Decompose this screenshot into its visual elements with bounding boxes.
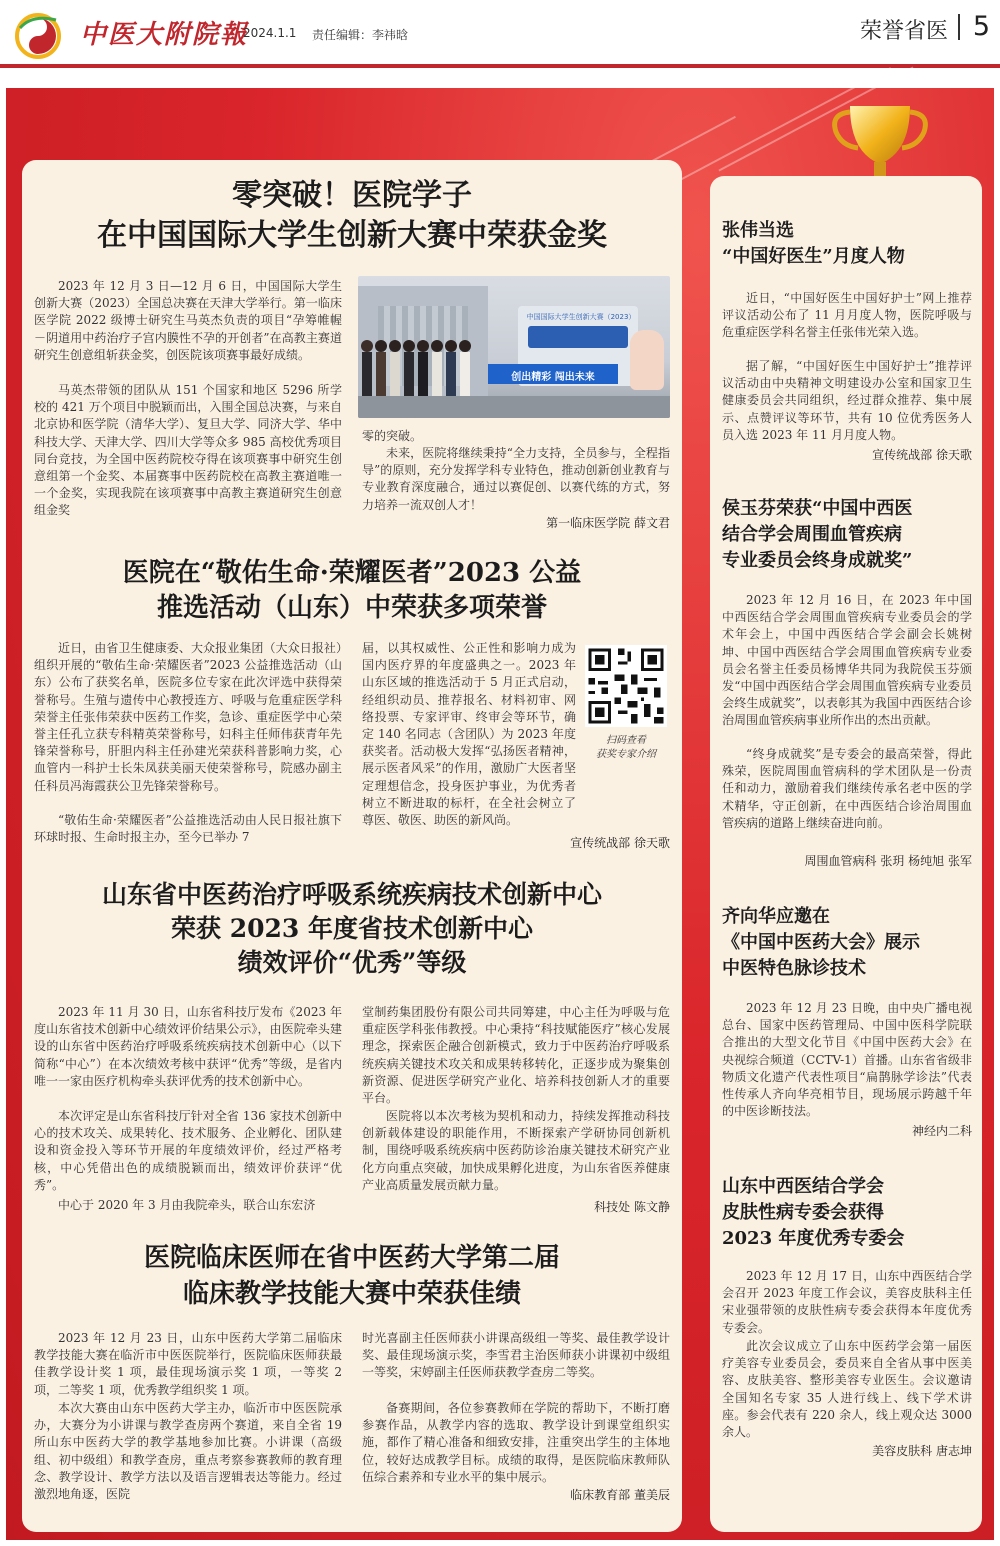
article4-headline bbox=[30, 1240, 674, 1312]
right2-byline: 周围血管病科 张玥 杨纯旭 张军 bbox=[804, 854, 972, 868]
article1-title-line1: 零突破！医院学子 bbox=[232, 178, 472, 213]
right2-headline bbox=[722, 496, 974, 574]
qr-code-icon[interactable] bbox=[585, 645, 667, 727]
page-header bbox=[0, 0, 1000, 62]
right1-byline: 宣传统战部 徐天歌 bbox=[872, 448, 972, 462]
article4-title-line1: 医院临床医师在省中医药大学第二届 bbox=[143, 1243, 560, 1273]
right2-title-line2: 结合学会周围血管疾病 bbox=[722, 524, 902, 545]
article3-title-line2: 荣获 2023 年度省技术创新中心 bbox=[171, 914, 533, 943]
right3-title-line1: 齐向华应邀在 bbox=[722, 906, 830, 927]
article1-byline: 第一临床医学院 薛文君 bbox=[546, 516, 670, 530]
right3-paragraph1: 2023 年 12 月 23 日晚，由中央广播电视总台、国家中医药管理局、中国中医科学院联合推出的大型文化节目《中国中医药大会》在央视综合频道（CCTV-1）首播。山东省省级非物质文化遗产代表性项目“扁鹊脉学诊法”代表性传承人齐向华亮相节目，现场展示跨越千年的中医诊断技法。 bbox=[722, 1001, 972, 1119]
right4-paragraph2: 此次会议成立了山东中医药学会第一届医疗美容专业委员会，委员来自全省从事中医美容、皮肤美容、整形美容专业医生。会议邀请全国知名专家 35 人进行线上、线下学术讲座。参会代表有 220 余人，线上观众达 3000 余人。 bbox=[722, 1339, 972, 1440]
page-number: 5 bbox=[972, 11, 990, 42]
qr-caption-line1: 扫码查看 bbox=[606, 735, 646, 746]
right4-title-line1: 山东中西医结合学会 bbox=[722, 1176, 884, 1197]
article4-byline: 临床教育部 董美辰 bbox=[570, 1488, 670, 1502]
photo-mascot bbox=[630, 330, 664, 390]
article2-headline bbox=[30, 556, 674, 626]
qr-caption bbox=[578, 734, 674, 762]
article1-headline bbox=[30, 176, 674, 256]
right3-title-line3: 中医特色脉诊技术 bbox=[722, 958, 866, 979]
article3-paragraph2: 本次评定是山东省科技厅针对全省 136 家技术创新中心的技术攻关、成果转化、技术服务、企业孵化、团队建设和资金投入等环节开展的年度绩效评价，经过严格考核，中心凭借出色的成绩脱颖而出，绩效评价获评“优秀”。 bbox=[34, 1109, 342, 1192]
article1-photo bbox=[358, 276, 670, 418]
article3-paragraph3: 中心于 2020 年 3 月由我院牵头，联合山东宏济 bbox=[58, 1198, 316, 1212]
photo-sign-text: 中国国际大学生创新大赛（2023） bbox=[526, 313, 636, 321]
newspaper-title: 中医大附院報 bbox=[80, 20, 249, 50]
article1-paragraph3: 零的突破。 bbox=[362, 429, 423, 443]
editor-credit: 责任编辑：李祎晗 bbox=[312, 28, 409, 42]
article4-paragraph1: 2023 年 12 月 23 日，山东中医药大学第二届临床教学技能大赛在临沂市中医医院举行，医院临床医师获最佳教学设计奖 1 项，最佳现场演示奖 1 项，一等奖 2 项，二等奖 1 项，优秀教学组织奖 1 项。 bbox=[34, 1331, 342, 1397]
article4-title-line2: 临床教学技能大赛中荣获佳绩 bbox=[182, 1279, 521, 1309]
right2-title-line1: 侯玉芬荣获“中国中西医 bbox=[722, 498, 913, 519]
hospital-logo-icon bbox=[12, 10, 74, 60]
right4-title-line3: 2023 年度优秀专委会 bbox=[722, 1228, 905, 1249]
photo-board-text: 创出精彩 闯出未来 bbox=[511, 372, 595, 383]
article2-paragraph2: “敬佑生命·荣耀医者”公益推选活动由人民日报社旗下环球时报、生命时报主办，至今已举办 7 bbox=[34, 813, 342, 845]
article3-title-line3: 绩效评价“优秀”等级 bbox=[237, 948, 467, 977]
article2-title-line2: 推选活动（山东）中荣获多项荣誉 bbox=[156, 593, 547, 623]
article4-paragraph2: 本次大赛由山东中医药大学主办，临沂市中医医院承办，大赛分为小讲课与教学查房两个赛道，来自全省 19 所山东中医药大学的教学基地参加比赛。小讲课（高级组、初中级组）和教学查房，重点考察参赛教师的教育理念、教学设计、教学方法以及语言逻辑表达等能力。经过激烈地角逐，医院 bbox=[34, 1401, 342, 1502]
issue-date: 2024.1.1 bbox=[243, 26, 297, 40]
article4-paragraph3: 时光喜副主任医师获小讲课高级组一等奖、最佳教学设计奖、最佳现场演示奖，李雪君主治医师获小讲课初中级组一等奖，宋婷副主任医师获教学查房二等奖。 bbox=[362, 1331, 670, 1380]
article1-title-line2: 在中国国际大学生创新大赛中荣获金奖 bbox=[97, 218, 607, 253]
article2-paragraph1: 近日，由省卫生健康委、大众报业集团（大众日报社）组织开展的“敬佑生命·荣耀医者”2023 公益推选活动（山东）公布了获奖名单，医院多位专家在此次评选中获得荣誉称号。生殖与遗传中心教授连方、呼吸与危重症医学科荣誉主任张伟荣获中医药工作奖，急诊、重症医学中心荣誉主任孔立获专科精英荣誉称号，妇科主任师伟获青年先锋荣誉称号，肝胆内科主任孙建光荣获科普影响力奖，心血管内一科护士长朱凤获美丽天使荣誉称号，院感办副主任科员冯海霞获公卫先锋荣誉称号。 bbox=[34, 641, 342, 793]
article3-paragraph4: 堂制药集团股份有限公司共同筹建，中心主任为呼吸与危重症医学科张伟教授。中心秉持“科技赋能医疗”核心发展理念，探索医企融合创新模式，致力于中医药治疗呼吸系统疾病关键技术攻关和成果转移转化，正逐步成为聚集创新资源、促进医学研究产业化、培养科技创新人才的重要平台。 bbox=[362, 1005, 670, 1106]
article1-paragraph2: 马英杰带领的团队从 151 个国家和地区 5296 所学校的 421 万个项目中脱颖而出，入围全国总决赛，与来自北京协和医学院（清华大学）、复旦大学、同济大学、华中科技大学、天津大学、四川大学等众多 985 高校优秀项目同台竞技，为全国中医药院校夺得在该项赛事中研究生创意组第一个金奖、本届赛事中医药院校在高教主赛道唯一一个金奖，实现我院在该项赛事中高教主赛道研究生创意组金奖 bbox=[34, 383, 342, 518]
article3-title-line1: 山东省中医药治疗呼吸系统疾病技术创新中心 bbox=[101, 880, 602, 909]
right1-paragraph2: 据了解，“中国好医生中国好护士”推荐评议活动由中央精神文明建设办公室和国家卫生健康委员会共同组织，经过群众推荐、集中展示、点赞评议等环节，共有 10 位优秀医务人员入选 2023 年 11 月月度人物。 bbox=[722, 359, 972, 442]
section-title: 荣誉省医 bbox=[859, 19, 948, 44]
right1-title-line2: “中国好医生”月度人物 bbox=[722, 246, 905, 267]
right4-title-line2: 皮肤性病专委会获得 bbox=[722, 1202, 884, 1223]
right3-byline: 神经内二科 bbox=[911, 1124, 972, 1138]
right3-title-line2: 《中国中医药大会》展示 bbox=[722, 932, 920, 953]
right1-headline bbox=[722, 218, 974, 270]
right4-byline: 美容皮肤科 唐志坤 bbox=[872, 1444, 972, 1458]
right2-title-line3: 专业委员会终身成就奖” bbox=[722, 550, 913, 571]
article2-byline: 宣传统战部 徐天歌 bbox=[570, 836, 670, 850]
article2-title-line1: 医院在“敬佑生命·荣耀医者”2023 公益 bbox=[122, 558, 582, 588]
article3-headline bbox=[30, 878, 674, 980]
right4-paragraph1: 2023 年 12 月 17 日，山东中西医结合学会召开 2023 年度工作会议，美容皮肤科主任宋业强带领的皮肤性病专委会获得本年度优秀专委会。 bbox=[722, 1269, 972, 1335]
right2-paragraph2: “终身成就奖”是专委会的最高荣誉，得此殊荣，医院周围血管病科的学术团队是一份责任和动力，激励着我们继续传承名老中医的学术精华，守正创新，在中西医结合诊治周围血管疾病的道路上继续奋进向前。 bbox=[722, 747, 972, 830]
right2-paragraph1: 2023 年 12 月 16 日，在 2023 年中国中西医结合学会周围血管疾病专业委员会的学术年会上，中国中西医结合学会副会长姚树坤、中国中西医结合学会周围血管疾病专业委员会名誉主任委员杨博华共同为我院侯玉芬颁发“中国中西医结合学会周围血管疾病专业委员会终生成就奖”，以表彰其为我国中西医结合诊治周围血管疾病事业所作出的杰出贡献。 bbox=[722, 593, 972, 728]
article3-paragraph1: 2023 年 11 月 30 日，山东省科技厅发布《2023 年度山东省技术创新中心绩效评价结果公示》，由医院牵头建设的山东省中医药治疗呼吸系统疾病技术创新中心（以下简称“中心”）在本次绩效考核中获评“优秀”等级，是省内唯一一家由医疗机构牵头获评优秀的技术创新中心。 bbox=[34, 1005, 342, 1088]
article4-paragraph4: 备赛期间，各位参赛教师在学院的帮助下，不断打磨参赛作品，从教学内容的选取、教学设计到课堂组织实施，都作了精心准备和细致安排，注重突出学生的主体地位，较好达成教学目标。成绩的取得，是医院临床教师队伍综合素养和专业水平的集中展示。 bbox=[362, 1401, 670, 1484]
right3-headline bbox=[722, 904, 974, 982]
qr-caption-line2: 获奖专家介绍 bbox=[596, 749, 656, 760]
right1-title-line1: 张伟当选 bbox=[722, 220, 794, 241]
group-photo-people bbox=[358, 334, 498, 404]
article3-paragraph5: 医院将以本次考核为契机和动力，持续发挥推动科技创新载体建设的职能作用，不断探索产学研协同创新机制，围绕呼吸系统疾病中医药防诊治康关键技术研究产业化方向重点突破，加快成果孵化进度，为山东省医养健康产业高质量发展贡献力量。 bbox=[362, 1109, 670, 1192]
right1-paragraph1: 近日，“中国好医生中国好护士”网上推荐评议活动公布了 11 月月度人物，医院呼吸与危重症医学科名誉主任张伟光荣入选。 bbox=[722, 291, 972, 340]
article1-paragraph1: 2023 年 12 月 3 日—12 月 6 日，中国国际大学生创新大赛（2023）全国总决赛在天津大学举行。第一临床医学院 2022 级博士研究生马英杰负责的项目“孕筹帷幄－阴道用中药治疗子宫内膜性不孕的开创者”在高教主赛道研究生创意组斩获金奖，创医院该项赛事最好成绩。 bbox=[34, 279, 342, 362]
right4-headline bbox=[722, 1174, 974, 1252]
header-rule bbox=[0, 64, 1000, 68]
article3-byline: 科技处 陈文静 bbox=[594, 1200, 670, 1214]
header-divider bbox=[958, 14, 960, 40]
article1-paragraph4: 未来，医院将继续秉持“全力支持，全员参与，全程指导”的原则，充分发挥学科专业特色，推动创新创业教育与专业教育深度融合，通过以赛促创、以赛代练的方式，努力培养一流双创人才！ bbox=[362, 446, 670, 512]
article2-paragraph3: 届，以其权威性、公正性和影响力成为国内医疗界的年度盛典之一。2023 年山东区域的推选活动于 5 月正式启动，经组织动员、推荐报名、材料初审、网络投票、专家评审、终审会等环节，确定 140 名同志（含团队）为 2023 年度获奖者。活动极大发挥“弘扬医者精神，展示医者风采”的作用，激励广大医者坚定理想信念，投身医护事业，为优秀者树立不断进取的标杆，在全社会树立了尊医、敬医、助医的新风尚。 bbox=[362, 641, 576, 828]
